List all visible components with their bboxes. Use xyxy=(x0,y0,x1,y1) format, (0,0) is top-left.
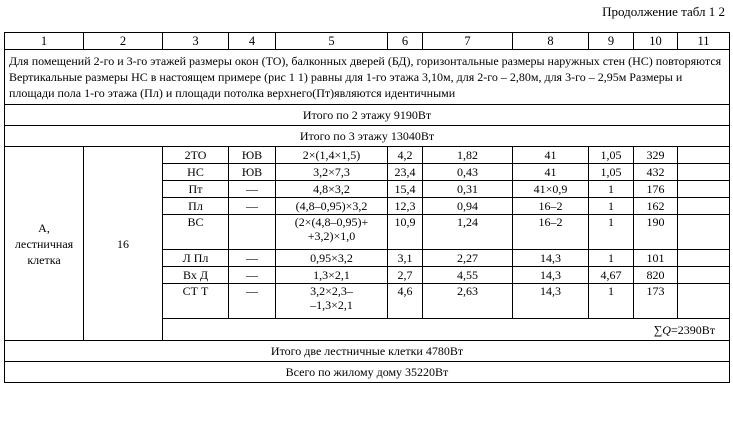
orientation: — xyxy=(229,284,276,319)
heat-loss: 820 xyxy=(634,267,678,284)
table-continuation-caption: Продолжение табл 1 2 xyxy=(602,4,725,19)
temperature-difference: 14,3 xyxy=(513,250,589,267)
notes-cell xyxy=(678,198,730,215)
surface-code: НС xyxy=(163,164,229,181)
column-number-row xyxy=(5,33,730,50)
area: 3,1 xyxy=(388,250,423,267)
temperature-difference: 16–2 xyxy=(513,215,589,250)
heat-loss: 190 xyxy=(634,215,678,250)
dimensions: 3,2×7,3 xyxy=(276,164,388,181)
heat-loss: 432 xyxy=(634,164,678,181)
surface-code: СТ Т xyxy=(163,284,229,319)
area: 10,9 xyxy=(388,215,423,250)
correction-factor: 1 xyxy=(589,284,634,319)
floors-note: Для помещений 2-го и 3-го этажей размеры окон (ТО), балконных дверей (БД), горизонтальные размеры наружных стен (НС) повторяются Вертикальные размеры НС в настоящем примере (рис 1 1) равны для 1-го этажа 3,10м, для 2-го – 2,80м, для 3-го – 2,95м Размеры и площади пола 1-го этажа (Пл) и площади потолка верхнего(Пт)являются идентичными xyxy=(5,50,730,105)
dimensions: 1,3×2,1 xyxy=(276,267,388,284)
notes-cell xyxy=(678,267,730,284)
temperature-difference: 16–2 xyxy=(513,198,589,215)
column-number: 2 xyxy=(84,33,163,50)
total-stairwells: Итого две лестничные клетки 4780Вт xyxy=(5,341,730,362)
total-floor-2: Итого по 2 этажу 9190Вт xyxy=(5,105,730,126)
heat-transfer-coefficient: 1,82 xyxy=(423,147,513,164)
dimensions: 2×(1,4×1,5) xyxy=(276,147,388,164)
column-number: 10 xyxy=(634,33,678,50)
dimensions: (4,8–0,95)×3,2 xyxy=(276,198,388,215)
surface-code: Вх Д xyxy=(163,267,229,284)
room-heat-loss-sum: ∑Q=2390Вт xyxy=(163,319,730,341)
room-number: 16 xyxy=(84,147,163,341)
notes-cell xyxy=(678,215,730,250)
heat-transfer-coefficient: 1,24 xyxy=(423,215,513,250)
heat-transfer-coefficient: 0,31 xyxy=(423,181,513,198)
dimensions: 4,8×3,2 xyxy=(276,181,388,198)
dimensions: 0,95×3,2 xyxy=(276,250,388,267)
surface-code: ВС xyxy=(163,215,229,250)
heat-loss: 173 xyxy=(634,284,678,319)
temperature-difference: 14,3 xyxy=(513,284,589,319)
total-floor-3: Итого по 3 этажу 13040Вт xyxy=(5,126,730,147)
column-number: 6 xyxy=(388,33,423,50)
dimensions: 3,2×2,3– –1,3×2,1 xyxy=(276,284,388,319)
column-number: 4 xyxy=(229,33,276,50)
area: 4,2 xyxy=(388,147,423,164)
temperature-difference: 41×0,9 xyxy=(513,181,589,198)
heat-transfer-coefficient: 0,94 xyxy=(423,198,513,215)
heat-loss: 162 xyxy=(634,198,678,215)
surface-code: Пл xyxy=(163,198,229,215)
area: 12,3 xyxy=(388,198,423,215)
room-label: А, лестничная клетка xyxy=(5,147,84,341)
table-row xyxy=(5,147,730,164)
heat-transfer-coefficient: 0,43 xyxy=(423,164,513,181)
temperature-difference: 41 xyxy=(513,147,589,164)
orientation: — xyxy=(229,250,276,267)
surface-code: Пт xyxy=(163,181,229,198)
heat-loss: 176 xyxy=(634,181,678,198)
heat-transfer-coefficient: 2,63 xyxy=(423,284,513,319)
correction-factor: 1 xyxy=(589,215,634,250)
temperature-difference: 41 xyxy=(513,164,589,181)
column-number: 3 xyxy=(163,33,229,50)
surface-code: 2ТО xyxy=(163,147,229,164)
notes-cell xyxy=(678,181,730,198)
notes-cell xyxy=(678,284,730,319)
column-number: 5 xyxy=(276,33,388,50)
area: 23,4 xyxy=(388,164,423,181)
correction-factor: 4,67 xyxy=(589,267,634,284)
correction-factor: 1,05 xyxy=(589,164,634,181)
orientation: — xyxy=(229,267,276,284)
column-number: 9 xyxy=(589,33,634,50)
orientation: ЮВ xyxy=(229,164,276,181)
orientation xyxy=(229,215,276,250)
heat-loss: 101 xyxy=(634,250,678,267)
heat-loss: 329 xyxy=(634,147,678,164)
column-number: 1 xyxy=(5,33,84,50)
correction-factor: 1,05 xyxy=(589,147,634,164)
heat-loss-table xyxy=(4,32,730,383)
orientation: — xyxy=(229,198,276,215)
column-number: 11 xyxy=(678,33,730,50)
temperature-difference: 14,3 xyxy=(513,267,589,284)
heat-transfer-coefficient: 4,55 xyxy=(423,267,513,284)
total-house: Всего по жилому дому 35220Вт xyxy=(5,362,730,383)
correction-factor: 1 xyxy=(589,250,634,267)
heat-transfer-coefficient: 2,27 xyxy=(423,250,513,267)
correction-factor: 1 xyxy=(589,181,634,198)
area: 4,6 xyxy=(388,284,423,319)
surface-code: Л Пл xyxy=(163,250,229,267)
notes-cell xyxy=(678,250,730,267)
area: 2,7 xyxy=(388,267,423,284)
notes-cell xyxy=(678,164,730,181)
dimensions: (2×(4,8–0,95)+ +3,2)×1,0 xyxy=(276,215,388,250)
correction-factor: 1 xyxy=(589,198,634,215)
notes-cell xyxy=(678,147,730,164)
column-number: 7 xyxy=(423,33,513,50)
area: 15,4 xyxy=(388,181,423,198)
column-number: 8 xyxy=(513,33,589,50)
orientation: ЮВ xyxy=(229,147,276,164)
orientation: — xyxy=(229,181,276,198)
